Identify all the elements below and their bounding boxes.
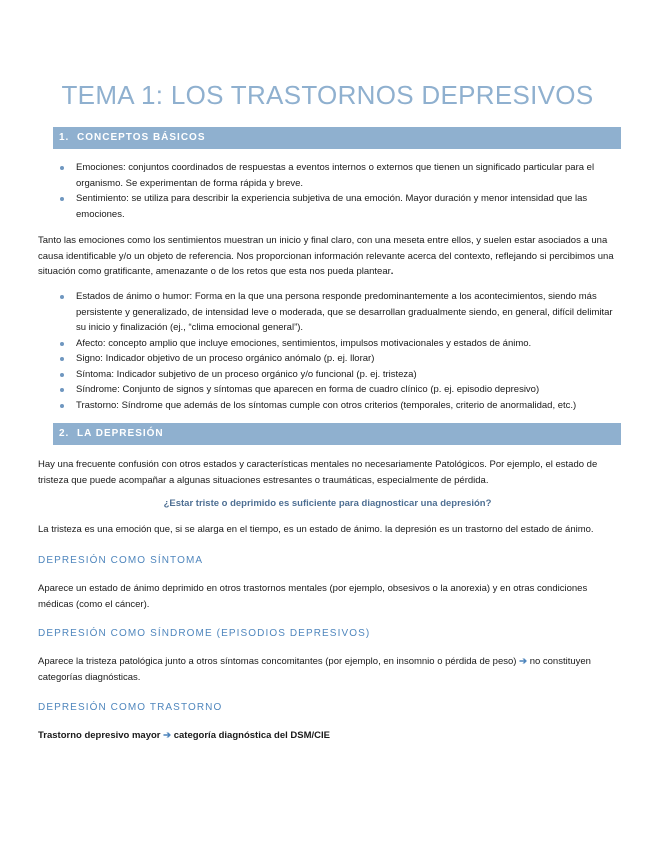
bullet-icon — [60, 295, 64, 299]
concepts-list — [60, 160, 620, 222]
section-title: LA DEPRESIÓN — [77, 428, 164, 439]
subheading-trastorno: DEPRESIÓN COMO TRASTORNO — [38, 702, 223, 713]
section-title: CONCEPTOS BÁSICOS — [77, 132, 206, 143]
section-number: 1. — [59, 132, 70, 143]
paragraph-sintoma: Aparece un estado de ánimo deprimido en otros trastornos mentales (por ejemplo, obsesivos o la anorexia) y en otras condiciones médicas (como el cáncer). — [38, 583, 588, 610]
bullet-icon — [60, 342, 64, 346]
paragraph-answer: La tristeza es una emoción que, si se alarga en el tiempo, es un estado de ánimo. la depresión es un trastorno del estado de ánimo. — [38, 524, 594, 535]
subheading-sintoma: DEPRESIÓN COMO SÍNTOMA — [38, 555, 204, 566]
key-question: ¿Estar triste o deprimido es suficiente para diagnosticar una depresión? — [163, 498, 492, 509]
bullet-icon — [60, 388, 64, 392]
bullet-icon — [60, 404, 64, 408]
bullet-icon — [60, 357, 64, 361]
paragraph-sindrome: Aparece la tristeza patológica junto a otros síntomas concomitantes (por ejemplo, en insomnio o pérdida de peso) ➔ no constituyen categorías diagnósticas. — [38, 656, 591, 683]
section-number: 2. — [59, 428, 70, 439]
bullet-icon — [60, 166, 64, 170]
right-arrow-icon: ➔ — [519, 656, 528, 667]
paragraph-emotions: Tanto las emociones como los sentimientos muestran un inicio y final claro, con una meseta entre ellos, y suelen estar asociados a una causa identificable y/o un objeto de referencia. Nos proporcionan información relevante acerca del contexto, reflejando si percibimos una situación como gratificante, amenazante o de los retos que esta nos pueda plantear. — [38, 235, 614, 277]
list-item: Síndrome: Conjunto de signos y síntomas que aparecen en forma de cuadro clínico (p. ej. episodio depresivo) — [60, 382, 620, 398]
list-item: Sentimiento: se utiliza para describir la experiencia subjetiva de una emoción. Mayor duración y menor intensidad que las emociones. — [60, 191, 620, 222]
document-title: TEMA 1: LOS TRASTORNOS DEPRESIVOS — [61, 80, 594, 110]
paragraph-trastorno: Trastorno depresivo mayor ➔ categoría diagnóstica del DSM/CIE — [38, 730, 330, 741]
subheading-sindrome: DEPRESIÓN COMO SÍNDROME (EPISODIOS DEPRESIVOS) — [38, 628, 371, 639]
list-item: Trastorno: Síndrome que además de los síntomas cumple con otros criterios (temporales, criterio de anormalidad, etc.) — [60, 398, 620, 414]
list-item: Afecto: concepto amplio que incluye emociones, sentimientos, impulsos motivacionales y estados de ánimo. — [60, 336, 620, 352]
section-heading-conceptos — [53, 127, 621, 149]
right-arrow-icon: ➔ — [163, 730, 172, 741]
section-heading-depresion — [53, 423, 621, 445]
paragraph-intro: Hay una frecuente confusión con otros estados y características mentales no necesariamente Patológicos. Por ejemplo, el estado de tristeza que puede acompañar a algunas situaciones estresantes o traumáticas, especialmente de pérdida. — [38, 459, 598, 486]
bullet-icon — [60, 373, 64, 377]
list-item: Síntoma: Indicador subjetivo de un proceso orgánico y/o funcional (p. ej. tristeza) — [60, 367, 620, 383]
bullet-icon — [60, 197, 64, 201]
definitions-list — [60, 289, 620, 413]
list-item: Emociones: conjuntos coordinados de respuestas a eventos internos o externos que tienen un significado particular para el organismo. Se experimentan de forma rápida y breve. — [60, 160, 620, 191]
list-item: Estados de ánimo o humor: Forma en la que una persona responde predominantemente a los acontecimientos, siendo más persistente y generalizado, de intensidad leve o moderada, que se desarrollan gradualmente siendo, en general, difícil delimitar su inicio y finalización (ej., “clima emocional general”). — [60, 289, 620, 336]
list-item: Signo: Indicador objetivo de un proceso orgánico anómalo (p. ej. llorar) — [60, 351, 620, 367]
